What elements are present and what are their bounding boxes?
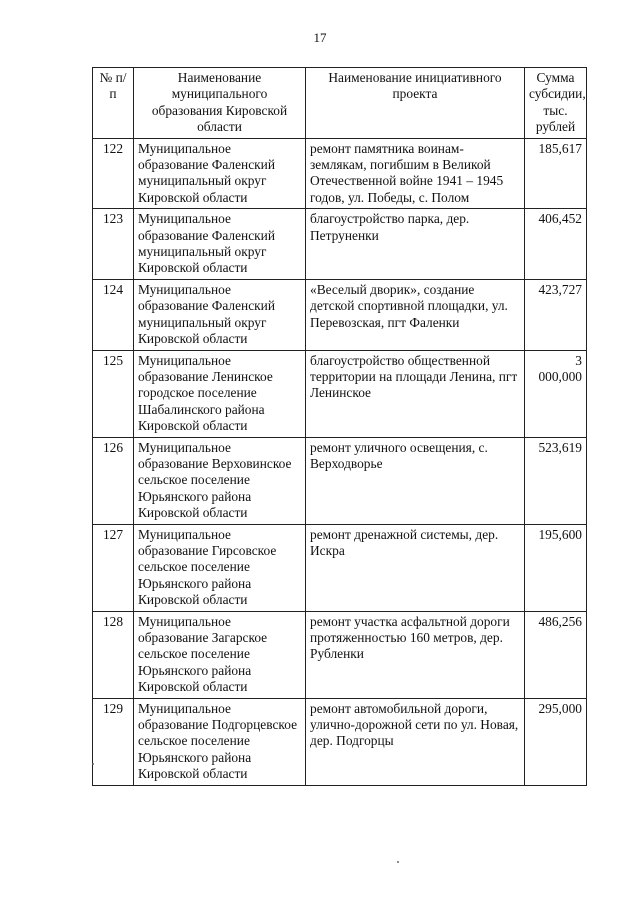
table-row <box>93 698 587 785</box>
header-municipality: Наименование муниципального образования Кировской области <box>134 68 306 139</box>
table-row <box>93 350 587 437</box>
table-row <box>93 524 587 611</box>
header-sum: Сумма субсидии, тыс. рублей <box>525 68 587 139</box>
subsidy-amount: 185,617 <box>525 138 587 209</box>
table-row <box>93 138 587 209</box>
subsidy-amount: 486,256 <box>525 611 587 698</box>
subsidy-amount: 523,619 <box>525 437 587 524</box>
row-number: 124 <box>93 279 134 350</box>
table-row <box>93 437 587 524</box>
table-row <box>93 209 587 280</box>
row-number: 125 <box>93 350 134 437</box>
project-name: ремонт автомобильной дороги, улично-дорожной сети по ул. Новая, дер. Подгорцы <box>306 698 525 785</box>
project-name: ремонт уличного освещения, с. Верходворье <box>306 437 525 524</box>
subsidy-amount: 406,452 <box>525 209 587 280</box>
header-project: Наименование инициативного проекта <box>306 68 525 139</box>
row-number: 129 <box>93 698 134 785</box>
row-number: 127 <box>93 524 134 611</box>
subsidy-table <box>92 67 587 786</box>
table-row <box>93 611 587 698</box>
subsidy-amount: 423,727 <box>525 279 587 350</box>
project-name: ремонт дренажной системы, дер. Искра <box>306 524 525 611</box>
subsidy-amount: 195,600 <box>525 524 587 611</box>
row-number: 128 <box>93 611 134 698</box>
page-number: 17 <box>313 30 327 45</box>
municipality-name: Муниципальное образование Верховинское сельское поселение Юрьянского района Кировской области <box>134 437 306 524</box>
municipality-name: Муниципальное образование Фаленский муниципальный округ Кировской области <box>134 209 306 280</box>
project-name: благоустройство парка, дер. Петруненки <box>306 209 525 280</box>
subsidy-amount: 3 000,000 <box>525 350 587 437</box>
municipality-name: Муниципальное образование Фаленский муниципальный округ Кировской области <box>134 138 306 209</box>
municipality-name: Муниципальное образование Загарское сельское поселение Юрьянского района Кировской области <box>134 611 306 698</box>
scan-speck <box>397 861 399 863</box>
header-num: № п/п <box>93 68 134 139</box>
municipality-name: Муниципальное образование Гирсовское сельское поселение Юрьянского района Кировской области <box>134 524 306 611</box>
project-name: благоустройство общественной территории на площади Ленина, пгт Ленинское <box>306 350 525 437</box>
table-row <box>93 279 587 350</box>
table-header-row <box>93 68 587 139</box>
project-name: ремонт участка асфальтной дороги протяженностью 160 метров, дер. Рубленки <box>306 611 525 698</box>
municipality-name: Муниципальное образование Фаленский муниципальный округ Кировской области <box>134 279 306 350</box>
project-name: ремонт памятника воинам-землякам, погибшим в Великой Отечественной войне 1941 – 1945 годов, ул. Победы, с. Полом <box>306 138 525 209</box>
project-name: «Веселый дворик», создание детской спортивной площадки, ул. Перевозская, пгт Фаленки <box>306 279 525 350</box>
scan-speck <box>92 763 94 765</box>
municipality-name: Муниципальное образование Ленинское городское поселение Шабалинского района Кировской области <box>134 350 306 437</box>
subsidy-amount: 295,000 <box>525 698 587 785</box>
municipality-name: Муниципальное образование Подгорцевское сельское поселение Юрьянского района Кировской области <box>134 698 306 785</box>
row-number: 122 <box>93 138 134 209</box>
row-number: 123 <box>93 209 134 280</box>
row-number: 126 <box>93 437 134 524</box>
